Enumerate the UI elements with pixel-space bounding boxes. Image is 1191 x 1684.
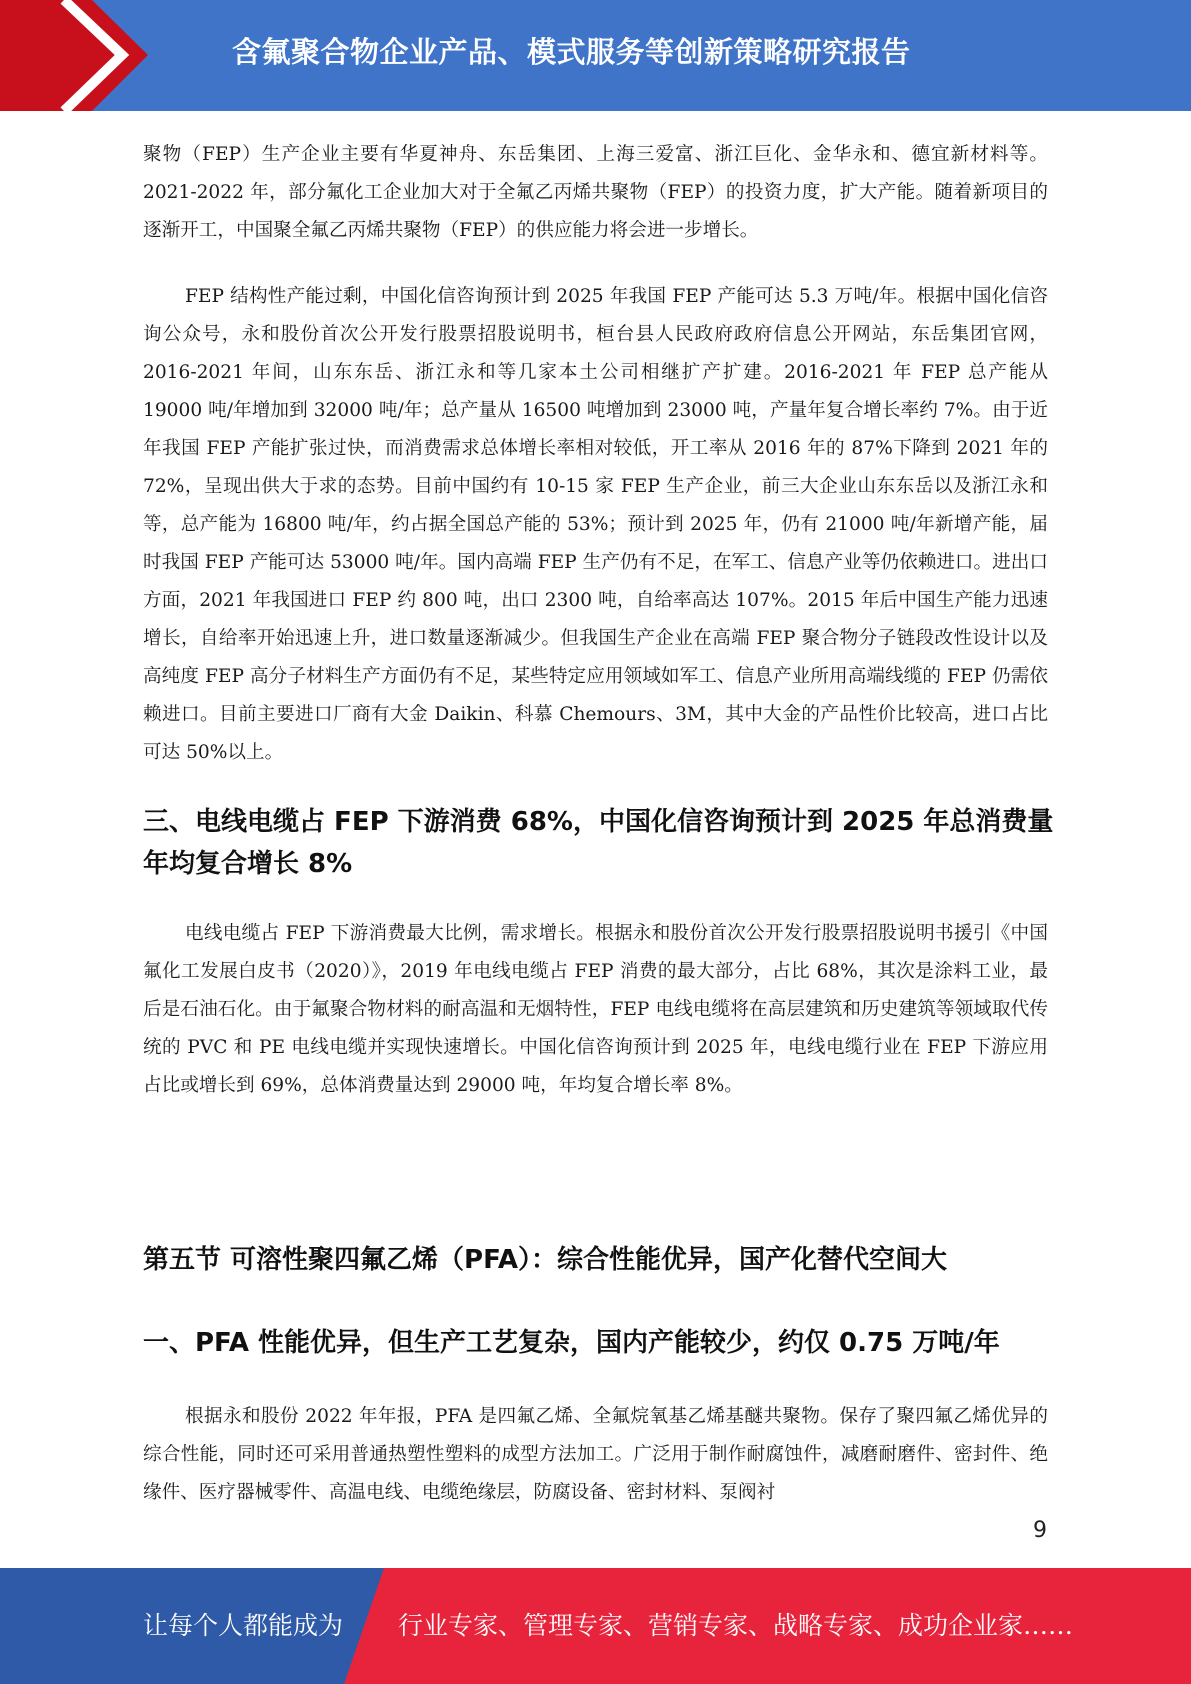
paragraph-wire-cable-consumption: 电线电缆占 FEP 下游消费最大比例，需求增长。根据永和股份首次公开发行股票招股说明书援引《中国氟化工发展白皮书（2020）》，2019 年电线电缆占 FEP 消费的最大部分，占比 68%，其次是涂料工业，最后是石油石化。由于氟聚合物材料的耐高温和无烟特性，FEP 电线电缆将在高层建筑和历史建筑等领域取代传统的 PVC 和 PE 电线电缆并实现快速增长。中国化信咨询预计到 2025 年，电线电缆行业在 FEP 下游应用占比或增长到 69%，总体消费量达到 29000 吨，年均复合增长率 8%。 [143, 923, 1048, 1096]
paragraph-fep-producers: 聚物（FEP）生产企业主要有华夏神舟、东岳集团、上海三爱富、浙江巨化、金华永和、德宜新材料等。2021-2022 年，部分氟化工企业加大对于全氟乙丙烯共聚物（FEP）的投资力度，扩大产能。随着新项目的逐渐开工，中国聚全氟乙丙烯共聚物（FEP）的供应能力将会进一步增长。 [143, 144, 1048, 241]
page-number: 9 [1033, 1518, 1047, 1543]
subsection-heading-pfa-performance: 一、PFA 性能优异，但生产工艺复杂，国内产能较少，约仅 0.75 万吨/年 [143, 1328, 1000, 1358]
paragraph-fep-overcapacity: FEP 结构性产能过剩，中国化信咨询预计到 2025 年我国 FEP 产能可达 5.3 万吨/年。根据中国化信咨询公众号，永和股份首次公开发行股票招股说明书，桓台县人民政府政府信息公开网站，东岳集团官网，2016-2021 年间，山东东岳、浙江永和等几家本土公司相继扩产扩建。2016-2021 年 FEP 总产能从 19000 吨/年增加到 32000 吨/年；总产量从 16500 吨增加到 23000 吨，产量年复合增长率约 7%。由于近年我国 FEP 产能扩张过快，而消费需求总体增长率相对较低，开工率从 2016 年的 87%下降到 2021 年的 72%，呈现出供大于求的态势。目前中国约有 10-15 家 FEP 生产企业，前三大企业山东东岳以及浙江永和等，总产能为 16800 吨/年，约占据全国总产能的 53%；预计到 2025 年，仍有 21000 吨/年新增产能，届时我国 FEP 产能可达 53000 吨/年。国内高端 FEP 生产仍有不足，在军工、信息产业等仍依赖进口。进出口方面，2021 年我国进口 FEP 约 800 吨，出口 2300 吨，自给率高达 107%。2015 年后中国生产能力迅速增长，自给率开始迅速上升，进口数量逐渐减少。但我国生产企业在高端 FEP 聚合物分子链段改性设计以及高纯度 FEP 高分子材料生产方面仍有不足，某些特定应用领域如军工、信息产业所用高端线缆的 FEP 仍需依赖进口。目前主要进口厂商有大金 Daikin、科慕 Chemours、3M，其中大金的产品性价比较高，进口占比可达 50%以上。 [143, 286, 1048, 763]
footer-banner [0, 1568, 1191, 1684]
header-red-arrow-decoration [0, 0, 150, 111]
footer-slogan-left: 让每个人都能成为 [143, 1611, 344, 1640]
section-heading-pfa: 第五节 可溶性聚四氟乙烯（PFA）：综合性能优异，国产化替代空间大 [143, 1245, 948, 1275]
report-header-banner [0, 0, 1191, 111]
footer-slogan-right: 行业专家、管理专家、营销专家、战略专家、成功企业家…… [398, 1611, 1074, 1640]
paragraph-pfa-properties: 根据永和股份 2022 年年报，PFA 是四氟乙烯、全氟烷氧基乙烯基醚共聚物。保存了聚四氟乙烯优异的综合性能，同时还可采用普通热塑性塑料的成型方法加工。广泛用于制作耐腐蚀件，减磨耐磨件、密封件、绝缘件、医疗器械零件、高温电线、电缆绝缘层，防腐设备、密封材料、泵阀衬 [143, 1406, 1048, 1503]
report-title: 含氟聚合物企业产品、模式服务等创新策略研究报告 [232, 35, 911, 69]
section-heading-wire-cable: 三、电线电缆占 FEP 下游消费 68%，中国化信咨询预计到 2025 年总消费量年均复合增长 8% [143, 807, 1054, 879]
